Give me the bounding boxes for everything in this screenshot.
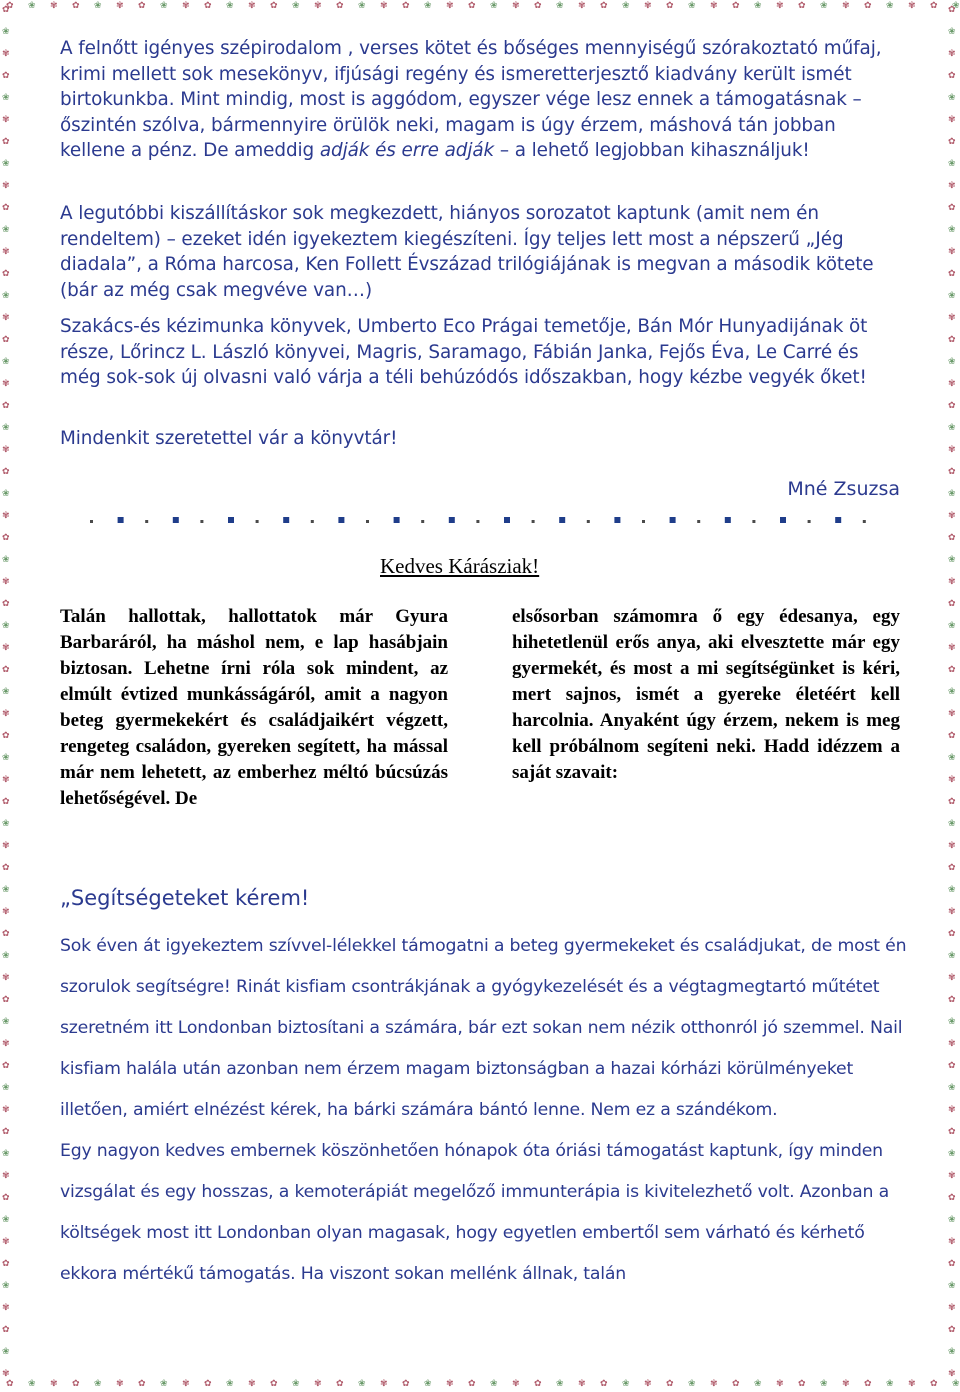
border-flower-icon: ❀ <box>948 423 956 433</box>
border-flower-icon: ✿ <box>2 1259 10 1269</box>
border-flower-icon: ✾ <box>2 511 10 521</box>
divider-dot <box>780 517 786 523</box>
border-flower-icon: ✿ <box>2 731 10 741</box>
border-flower-icon: ❀ <box>948 1083 956 1093</box>
border-flower-icon: ❀ <box>948 357 956 367</box>
border-flower-icon: ✿ <box>402 1379 410 1389</box>
border-flower-icon: ❀ <box>2 819 10 829</box>
border-flower-icon: ❀ <box>2 753 10 763</box>
border-flower-icon: ✾ <box>948 445 956 455</box>
border-flower-icon: ✿ <box>948 1193 956 1203</box>
border-flower-icon: ✿ <box>2 269 10 279</box>
border-flower-icon: ❀ <box>424 1379 432 1389</box>
border-flower-icon: ✾ <box>2 247 10 257</box>
border-flower-icon: ✿ <box>948 5 956 15</box>
border-flower-icon: ✿ <box>534 1 542 11</box>
border-flower-icon: ❀ <box>820 1379 828 1389</box>
border-flower-icon: ✿ <box>948 137 956 147</box>
divider-dot <box>725 517 731 523</box>
border-flower-icon: ✿ <box>2 401 10 411</box>
border-flower-icon: ✿ <box>948 599 956 609</box>
divider-dot <box>476 520 479 523</box>
divider-dot <box>145 520 148 523</box>
border-flower-icon: ✾ <box>2 643 10 653</box>
divider-dot <box>863 520 866 523</box>
border-flower-icon: ❀ <box>948 1347 956 1357</box>
border-flower-icon: ✿ <box>948 1061 956 1071</box>
border-flower-icon: ❀ <box>94 1379 102 1389</box>
border-flower-icon: ❀ <box>622 1 630 11</box>
border-flower-icon: ❀ <box>948 159 956 169</box>
border-flower-icon: ✿ <box>948 863 956 873</box>
border-flower-icon: ✿ <box>864 1379 872 1389</box>
border-flower-icon: ✿ <box>948 731 956 741</box>
border-flower-icon: ✾ <box>2 1171 10 1181</box>
border-flower-icon: ✾ <box>948 511 956 521</box>
border-flower-icon: ❀ <box>948 555 956 565</box>
border-flower-icon: ✾ <box>948 1039 956 1049</box>
border-flower-icon: ❀ <box>820 1 828 11</box>
border-flower-icon: ✾ <box>908 1 916 11</box>
border-flower-icon: ❀ <box>886 1 894 11</box>
border-flower-icon: ✿ <box>138 1379 146 1389</box>
border-flower-icon: ✿ <box>798 1379 806 1389</box>
border-flower-icon: ✾ <box>842 1 850 11</box>
border-flower-icon: ✾ <box>948 775 956 785</box>
border-flower-icon: ❀ <box>160 1379 168 1389</box>
border-flower-icon: ✿ <box>2 335 10 345</box>
border-flower-icon: ✿ <box>948 1127 956 1137</box>
border-flower-icon: ✿ <box>468 1 476 11</box>
border-flower-icon: ❀ <box>2 1149 10 1159</box>
border-flower-icon: ✾ <box>948 709 956 719</box>
signature: Mné Zsuzsa <box>787 478 900 500</box>
border-flower-icon: ✾ <box>908 1379 916 1389</box>
border-flower-icon: ✿ <box>6 1379 14 1389</box>
border-flower-icon: ✾ <box>2 577 10 587</box>
border-flower-icon: ✿ <box>2 1325 10 1335</box>
border-flower-icon: ✿ <box>2 71 10 81</box>
border-flower-icon: ❀ <box>948 1281 956 1291</box>
border-flower-icon: ❀ <box>292 1 300 11</box>
border-flower-icon: ✿ <box>534 1379 542 1389</box>
border-flower-icon: ❀ <box>948 225 956 235</box>
border-flower-icon: ✿ <box>948 1259 956 1269</box>
page-border-bottom <box>0 1378 960 1392</box>
border-flower-icon: ✾ <box>2 313 10 323</box>
border-flower-icon: ✿ <box>72 1379 80 1389</box>
border-flower-icon: ✾ <box>948 49 956 59</box>
border-flower-icon: ✾ <box>512 1 520 11</box>
divider-dot <box>394 517 400 523</box>
border-flower-icon: ✾ <box>2 709 10 719</box>
divider-dot <box>504 517 510 523</box>
border-flower-icon: ✿ <box>336 1379 344 1389</box>
border-flower-icon: ❀ <box>886 1379 894 1389</box>
border-flower-icon: ❀ <box>556 1 564 11</box>
divider-dot <box>228 517 234 523</box>
divider-dot <box>642 520 645 523</box>
library-paragraph-2: A legutóbbi kiszállításkor sok megkezdett, hiányos sorozatot kaptunk (amit nem én rendeltem) – ezeket idén igyekeztem kiegészíteni. Így teljes lett most a népszerű „Jég diadala”, a Róma harcosa, Ken Follett Évszázad trilógiájának is megvan a második kötete (bár az még csak megvéve van…) <box>60 203 874 301</box>
divider-dot <box>338 517 344 523</box>
page-border-right <box>946 0 960 1392</box>
border-flower-icon: ✾ <box>948 577 956 587</box>
border-flower-icon: ✿ <box>948 467 956 477</box>
border-flower-icon: ✾ <box>116 1379 124 1389</box>
border-flower-icon: ✿ <box>72 1 80 11</box>
border-flower-icon: ❀ <box>2 555 10 565</box>
border-flower-icon: ❀ <box>160 1 168 11</box>
border-flower-icon: ✿ <box>204 1 212 11</box>
border-flower-icon: ✾ <box>2 1369 10 1379</box>
border-flower-icon: ❀ <box>2 1281 10 1291</box>
divider-dot <box>366 520 369 523</box>
border-flower-icon: ✿ <box>948 203 956 213</box>
border-flower-icon: ✿ <box>666 1379 674 1389</box>
border-flower-icon: ❀ <box>226 1 234 11</box>
border-flower-icon: ✿ <box>600 1379 608 1389</box>
border-flower-icon: ✿ <box>930 1 938 11</box>
border-flower-icon: ✾ <box>710 1 718 11</box>
border-flower-icon: ❀ <box>688 1 696 11</box>
border-flower-icon: ✾ <box>948 643 956 653</box>
border-flower-icon: ✿ <box>336 1 344 11</box>
border-flower-icon: ✿ <box>402 1 410 11</box>
library-paragraph-1-emphasis: adják és erre adják <box>319 140 495 161</box>
border-flower-icon: ✿ <box>948 929 956 939</box>
border-flower-icon: ✿ <box>138 1 146 11</box>
border-flower-icon: ✿ <box>6 1 14 11</box>
letter-paragraph-2: Egy nagyon kedves embernek köszönhetően hónapok óta óriási támogatást kaptunk, így minden vizsgálat és egy hosszas, a kemoterápiát megelőző immunterápia is kivitelezhető volt. Azonban a költségek most itt Londonban olyan magasak, hogy egyetlen embertől sem várható és kérhető ekkora mértékű támogatás. Ha viszont sokan mellénk állnak, talán <box>60 1141 889 1284</box>
border-flower-icon: ✾ <box>948 247 956 257</box>
border-flower-icon: ✾ <box>380 1379 388 1389</box>
page-border-top <box>0 0 960 14</box>
article-column-right: elsősorban számomra ő egy édesanya, egy hihetetlenül erős anya, aki elvesztette már egy gyermekét, és most a mi segítségünket is kéri, mert sajnos, ismét a gyereke életéért kell harcolnia. Anyaként úgy érzem, nekem is meg kell próbálnom segíteni neki. Hadd idézzem a saját szavait: <box>512 606 900 783</box>
border-flower-icon: ✿ <box>2 1061 10 1071</box>
border-flower-icon: ✿ <box>2 1193 10 1203</box>
border-flower-icon: ❀ <box>490 1 498 11</box>
border-flower-icon: ✾ <box>948 181 956 191</box>
border-flower-icon: ✾ <box>314 1 322 11</box>
border-flower-icon: ❀ <box>948 1215 956 1225</box>
border-flower-icon: ✾ <box>2 1237 10 1247</box>
border-flower-icon: ✾ <box>948 973 956 983</box>
border-flower-icon: ✿ <box>948 1325 956 1335</box>
border-flower-icon: ✾ <box>2 907 10 917</box>
border-flower-icon: ✿ <box>948 533 956 543</box>
border-flower-icon: ❀ <box>2 621 10 631</box>
border-flower-icon: ✾ <box>2 181 10 191</box>
border-flower-icon: ❀ <box>2 1083 10 1093</box>
border-flower-icon: ✿ <box>270 1 278 11</box>
border-flower-icon: ❀ <box>2 1215 10 1225</box>
border-flower-icon: ✿ <box>2 929 10 939</box>
border-flower-icon: ✾ <box>948 1105 956 1115</box>
border-flower-icon: ✾ <box>182 1 190 11</box>
border-flower-icon: ❀ <box>2 423 10 433</box>
border-flower-icon: ❀ <box>754 1379 762 1389</box>
divider-dot <box>614 517 620 523</box>
border-flower-icon: ✿ <box>666 1 674 11</box>
page-border-left <box>0 0 14 1392</box>
border-flower-icon: ✾ <box>116 1 124 11</box>
border-flower-icon: ✿ <box>2 599 10 609</box>
border-flower-icon: ✿ <box>948 995 956 1005</box>
border-flower-icon: ✾ <box>512 1379 520 1389</box>
border-flower-icon: ✾ <box>50 1379 58 1389</box>
divider-dot <box>173 517 179 523</box>
border-flower-icon: ✾ <box>948 841 956 851</box>
border-flower-icon: ✾ <box>948 1369 956 1379</box>
border-flower-icon: ❀ <box>2 93 10 103</box>
article-headline: Kedves Kárásziak! <box>380 554 540 578</box>
border-flower-icon: ✿ <box>2 533 10 543</box>
border-flower-icon: ✿ <box>948 269 956 279</box>
divider-dot <box>835 517 841 523</box>
border-flower-icon: ✾ <box>776 1 784 11</box>
border-flower-icon: ✿ <box>948 401 956 411</box>
border-flower-icon: ❀ <box>358 1 366 11</box>
divider-dot <box>808 520 811 523</box>
border-flower-icon: ✿ <box>798 1 806 11</box>
border-flower-icon: ✾ <box>948 1171 956 1181</box>
border-flower-icon: ✿ <box>468 1379 476 1389</box>
border-flower-icon: ❀ <box>2 357 10 367</box>
border-flower-icon: ✾ <box>314 1379 322 1389</box>
border-flower-icon: ✿ <box>2 137 10 147</box>
border-flower-icon: ✿ <box>2 467 10 477</box>
border-flower-icon: ✾ <box>182 1379 190 1389</box>
border-flower-icon: ✾ <box>644 1 652 11</box>
border-flower-icon: ✾ <box>948 379 956 389</box>
divider-dot <box>311 520 314 523</box>
border-flower-icon: ✿ <box>732 1 740 11</box>
border-flower-icon: ✾ <box>2 379 10 389</box>
divider-dot <box>256 520 259 523</box>
border-flower-icon: ✾ <box>446 1379 454 1389</box>
border-flower-icon: ✾ <box>2 841 10 851</box>
border-flower-icon: ✿ <box>270 1379 278 1389</box>
library-paragraph-3: Szakács-és kézimunka könyvek, Umberto Eco Prágai temetője, Bán Mór Hunyadijának öt része, Lőrincz L. László könyvei, Magris, Saramago, Fábián Janka, Fejős Éva, Le Carré és még sok-sok új olvasni való várja a téli behúzódós időszakban, hogy kézbe vegyék őket! <box>60 316 868 388</box>
border-flower-icon: ✾ <box>248 1379 256 1389</box>
border-flower-icon: ❀ <box>952 1 960 11</box>
divider-dot <box>559 517 565 523</box>
border-flower-icon: ✾ <box>380 1 388 11</box>
border-flower-icon: ✾ <box>710 1379 718 1389</box>
border-flower-icon: ✿ <box>2 995 10 1005</box>
border-flower-icon: ❀ <box>948 819 956 829</box>
border-flower-icon: ❀ <box>948 1149 956 1159</box>
border-flower-icon: ❀ <box>2 159 10 169</box>
border-flower-icon: ✾ <box>948 1237 956 1247</box>
border-flower-icon: ❀ <box>292 1379 300 1389</box>
border-flower-icon: ❀ <box>948 621 956 631</box>
divider-dot <box>449 517 455 523</box>
divider-dot <box>90 520 93 523</box>
divider-dot <box>587 520 590 523</box>
library-paragraph-1 <box>60 36 900 164</box>
border-flower-icon: ❀ <box>226 1379 234 1389</box>
border-flower-icon: ✿ <box>2 203 10 213</box>
border-flower-icon: ✾ <box>2 775 10 785</box>
border-flower-icon: ✾ <box>644 1379 652 1389</box>
border-flower-icon: ✾ <box>2 445 10 455</box>
border-flower-icon: ✿ <box>2 665 10 675</box>
border-flower-icon: ✾ <box>2 1039 10 1049</box>
border-flower-icon: ❀ <box>424 1 432 11</box>
border-flower-icon: ✿ <box>2 5 10 15</box>
border-flower-icon: ✾ <box>50 1 58 11</box>
border-flower-icon: ❀ <box>948 687 956 697</box>
article-column-left: Talán hallottak, hallottatok már Gyura Barbaráról, ha máshol nem, e lap hasábjain biztosan. Lehetne írni róla sok mindent, az elmúlt évtized munkásságáról, amit a nagyon beteg gyermekekért és családjaikért végzett, rengeteg családon, gyereken segített, ha mással már nem lehetett, az emberhez méltó búcsúzás lehetőségével. De <box>60 606 448 809</box>
border-flower-icon: ✾ <box>578 1 586 11</box>
border-flower-icon: ❀ <box>2 951 10 961</box>
border-flower-icon: ✿ <box>732 1379 740 1389</box>
border-flower-icon: ❀ <box>2 1347 10 1357</box>
border-flower-icon: ❀ <box>490 1379 498 1389</box>
border-flower-icon: ❀ <box>622 1379 630 1389</box>
border-flower-icon: ❀ <box>28 1 36 11</box>
divider-dot <box>283 517 289 523</box>
border-flower-icon: ❀ <box>2 687 10 697</box>
border-flower-icon: ✾ <box>2 973 10 983</box>
divider-dot <box>200 520 203 523</box>
divider-dot <box>532 520 535 523</box>
border-flower-icon: ❀ <box>2 27 10 37</box>
border-flower-icon: ✾ <box>948 907 956 917</box>
border-flower-icon: ✿ <box>204 1379 212 1389</box>
border-flower-icon: ❀ <box>948 1017 956 1027</box>
border-flower-icon: ✿ <box>930 1379 938 1389</box>
border-flower-icon: ❀ <box>754 1 762 11</box>
border-flower-icon: ✾ <box>842 1379 850 1389</box>
border-flower-icon: ❀ <box>948 489 956 499</box>
letter-body <box>60 926 920 1295</box>
library-paragraph-4: Mindenkit szeretettel vár a könyvtár! <box>60 428 398 449</box>
border-flower-icon: ❀ <box>948 27 956 37</box>
border-flower-icon: ✾ <box>578 1379 586 1389</box>
border-flower-icon: ✿ <box>948 71 956 81</box>
border-flower-icon: ❀ <box>556 1379 564 1389</box>
letter-title: „Segítségeteket kérem! <box>60 886 310 910</box>
border-flower-icon: ❀ <box>2 489 10 499</box>
border-flower-icon: ❀ <box>2 291 10 301</box>
border-flower-icon: ❀ <box>948 951 956 961</box>
border-flower-icon: ❀ <box>2 225 10 235</box>
border-flower-icon: ❀ <box>358 1379 366 1389</box>
border-flower-icon: ❀ <box>948 753 956 763</box>
border-flower-icon: ✾ <box>2 49 10 59</box>
section-divider <box>90 514 890 526</box>
divider-dot <box>697 520 700 523</box>
border-flower-icon: ✾ <box>948 1303 956 1313</box>
border-flower-icon: ❀ <box>948 93 956 103</box>
border-flower-icon: ❀ <box>948 885 956 895</box>
border-flower-icon: ✿ <box>864 1 872 11</box>
border-flower-icon: ❀ <box>2 1017 10 1027</box>
border-flower-icon: ❀ <box>948 291 956 301</box>
border-flower-icon: ✾ <box>776 1379 784 1389</box>
library-paragraph-1-end: – a lehető legjobban kihasználjuk! <box>494 140 810 161</box>
border-flower-icon: ✿ <box>600 1 608 11</box>
border-flower-icon: ✿ <box>2 797 10 807</box>
divider-dot <box>670 517 676 523</box>
border-flower-icon: ✿ <box>2 1127 10 1137</box>
library-paragraph-1-text: A felnőtt igényes szépirodalom , verses kötet és bőséges mennyiségű szórakoztató műfaj, krimi mellett sok mesekönyv, ifjúsági regény és ismeretterjesztő kiadvány került ismét birtokunkba. Mint mindig, most is aggódom, egyszer vége lesz ennek a támogatásnak – őszintén szólva, bármennyire örülök neki, magam is úgy érzem, máshová tán jobban kellene a pénz. De ameddig <box>60 38 882 161</box>
border-flower-icon: ✾ <box>446 1 454 11</box>
letter-paragraph-1: Sok éven át igyekeztem szívvel-lélekkel támogatni a beteg gyermekeket és családjukat, de most én szorulok segítségre! Rinát kisfiam csontrákjának a gyógykezelését és a végtagmegtartó műtétet szeretném itt Londonban biztosítani a számára, bár ezt sokan nem nézik otthonról jó szemmel. Nail kisfiam halála után azonban nem érzem magam biztonságban a hazai kórházi körülményeket illetően, amiért elnézést kérek, ha bárki számára bántó lenne. Nem ez a szándékom. <box>60 936 907 1120</box>
border-flower-icon: ✾ <box>248 1 256 11</box>
border-flower-icon: ❀ <box>2 885 10 895</box>
border-flower-icon: ✿ <box>948 335 956 345</box>
border-flower-icon: ✿ <box>948 665 956 675</box>
border-flower-icon: ❀ <box>688 1379 696 1389</box>
divider-dot <box>118 517 124 523</box>
divider-dot <box>752 520 755 523</box>
border-flower-icon: ✾ <box>948 115 956 125</box>
border-flower-icon: ✾ <box>948 313 956 323</box>
divider-dot <box>421 520 424 523</box>
border-flower-icon: ✿ <box>2 863 10 873</box>
border-flower-icon: ✾ <box>2 1303 10 1313</box>
border-flower-icon: ❀ <box>952 1379 960 1389</box>
border-flower-icon: ✾ <box>2 1105 10 1115</box>
border-flower-icon: ✾ <box>2 115 10 125</box>
border-flower-icon: ❀ <box>28 1379 36 1389</box>
border-flower-icon: ❀ <box>94 1 102 11</box>
border-flower-icon: ✿ <box>948 797 956 807</box>
